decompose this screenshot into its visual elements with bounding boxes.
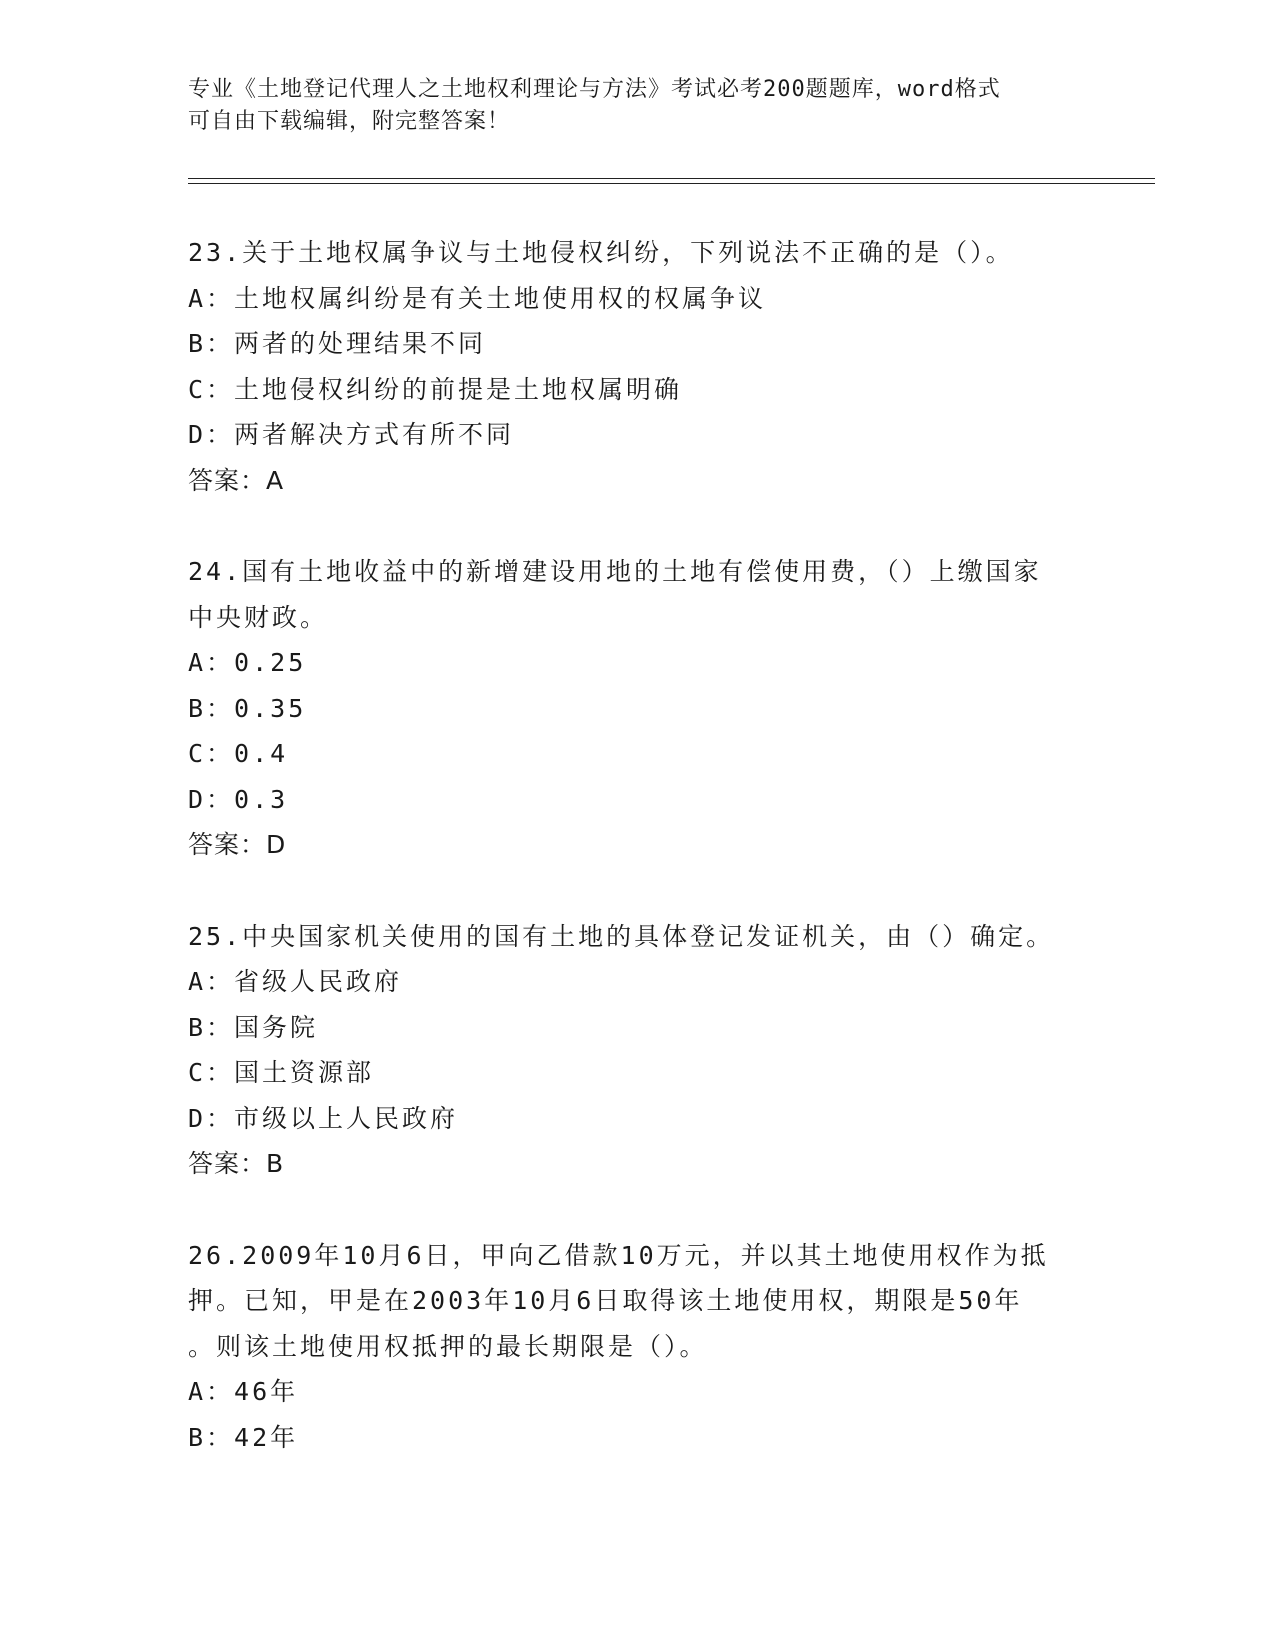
question-23 xyxy=(188,230,1088,503)
header-line-1: 专业《土地登记代理人之土地权利理论与方法》考试必考200题题库，word格式 xyxy=(188,77,1001,102)
option-b: B：42年 xyxy=(188,1422,299,1452)
question-stem: 23.关于土地权属争议与土地侵权纠纷，下列说法不正确的是（）。 xyxy=(188,238,1014,267)
question-list xyxy=(188,230,1088,1506)
option-d: D：市级以上人民政府 xyxy=(188,1103,459,1133)
question-25 xyxy=(188,914,1088,1187)
document-header xyxy=(188,74,1068,138)
answer-line: 答案：D xyxy=(188,830,287,859)
option-b: B：0.35 xyxy=(188,693,307,723)
question-stem-continued: 。则该土地使用权抵押的最长期限是（）。 xyxy=(188,1331,708,1361)
header-divider-bottom xyxy=(188,183,1155,184)
question-stem-continued: 押。已知，甲是在2003年10月6日取得该土地使用权，期限是50年 xyxy=(188,1286,1023,1315)
question-stem: 25.中央国家机关使用的国有土地的具体登记发证机关，由（）确定。 xyxy=(188,921,1055,951)
option-a: A：省级人民政府 xyxy=(188,967,403,996)
question-26 xyxy=(188,1233,1088,1461)
option-d: D：两者解决方式有所不同 xyxy=(188,420,515,449)
option-c: C：土地侵权纠纷的前提是土地权属明确 xyxy=(188,374,683,404)
option-a: A：土地权属纠纷是有关土地使用权的权属争议 xyxy=(188,283,767,313)
question-stem: 24.国有土地收益中的新增建设用地的土地有偿使用费，（）上缴国家 xyxy=(188,557,1042,586)
question-stem-continued: 中央财政。 xyxy=(188,602,329,632)
option-a: A：0.25 xyxy=(188,648,307,677)
option-b: B：两者的处理结果不同 xyxy=(188,329,487,358)
option-a: A：46年 xyxy=(188,1377,299,1406)
header-line-2: 可自由下载编辑，附完整答案！ xyxy=(188,109,511,134)
header-divider-top xyxy=(188,178,1155,179)
option-c: C：0.4 xyxy=(188,739,289,768)
question-stem: 26.2009年10月6日，甲向乙借款10万元，并以其土地使用权作为抵 xyxy=(188,1240,1049,1270)
answer-line: 答案：A xyxy=(188,465,285,495)
option-b: B：国务院 xyxy=(188,1012,319,1042)
question-24 xyxy=(188,549,1088,868)
option-d: D：0.3 xyxy=(188,784,289,814)
answer-line: 答案：B xyxy=(188,1149,285,1178)
option-c: C：国土资源部 xyxy=(188,1058,375,1087)
